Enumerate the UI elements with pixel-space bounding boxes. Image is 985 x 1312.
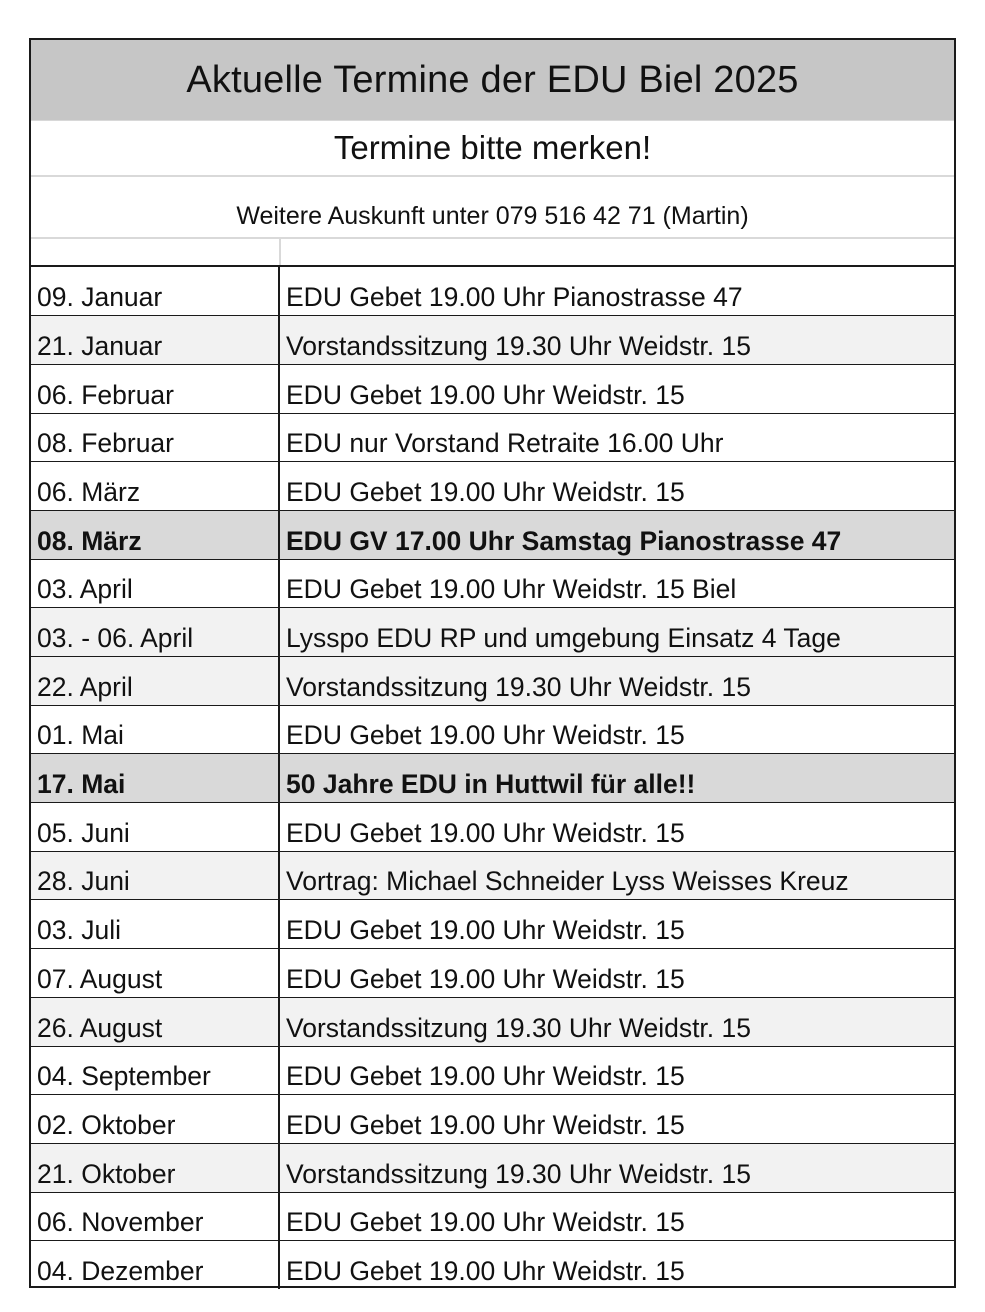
table-row <box>31 803 954 852</box>
event-date: 04. Dezember <box>31 1241 279 1290</box>
event-date: 09. Januar <box>31 267 279 316</box>
table-row <box>31 1241 954 1290</box>
table-row <box>31 900 954 949</box>
table-row <box>31 997 954 1046</box>
event-date: 06. November <box>31 1192 279 1241</box>
page-subtitle: Termine bitte merken! <box>31 121 954 177</box>
event-description: Lysspo EDU RP und umgebung Einsatz 4 Tage <box>279 608 954 657</box>
event-description: Vorstandssitzung 19.30 Uhr Weidstr. 15 <box>279 1143 954 1192</box>
spacer-row <box>31 239 954 267</box>
table-row <box>31 705 954 754</box>
event-description: Vorstandssitzung 19.30 Uhr Weidstr. 15 <box>279 657 954 706</box>
event-date: 05. Juni <box>31 803 279 852</box>
event-date: 06. Februar <box>31 364 279 413</box>
event-description: EDU Gebet 19.00 Uhr Weidstr. 15 <box>279 1046 954 1095</box>
event-date: 26. August <box>31 997 279 1046</box>
event-description: EDU Gebet 19.00 Uhr Weidstr. 15 <box>279 1095 954 1144</box>
event-description: EDU Gebet 19.00 Uhr Weidstr. 15 Biel <box>279 559 954 608</box>
event-description: Vortrag: Michael Schneider Lyss Weisses Kreuz <box>279 851 954 900</box>
event-description: EDU Gebet 19.00 Uhr Weidstr. 15 <box>279 900 954 949</box>
spacer-cell <box>31 239 281 265</box>
event-description: EDU Gebet 19.00 Uhr Weidstr. 15 <box>279 1192 954 1241</box>
event-date: 03. Juli <box>31 900 279 949</box>
event-date: 08. März <box>31 510 279 559</box>
event-description: Vorstandssitzung 19.30 Uhr Weidstr. 15 <box>279 316 954 365</box>
table-row <box>31 657 954 706</box>
table-row <box>31 1046 954 1095</box>
events-table <box>31 267 954 1289</box>
event-date: 22. April <box>31 657 279 706</box>
table-row <box>31 1143 954 1192</box>
event-description: EDU Gebet 19.00 Uhr Weidstr. 15 <box>279 364 954 413</box>
table-row <box>31 413 954 462</box>
event-date: 21. Januar <box>31 316 279 365</box>
table-row <box>31 559 954 608</box>
event-date: 07. August <box>31 949 279 998</box>
table-row <box>31 851 954 900</box>
table-row <box>31 949 954 998</box>
event-date: 02. Oktober <box>31 1095 279 1144</box>
table-row <box>31 608 954 657</box>
table-row <box>31 754 954 803</box>
contact-info: Weitere Auskunft unter 079 516 42 71 (Martin) <box>31 177 954 239</box>
events-sheet <box>29 38 956 1288</box>
event-date: 21. Oktober <box>31 1143 279 1192</box>
event-description: EDU Gebet 19.00 Uhr Pianostrasse 47 <box>279 267 954 316</box>
event-description: EDU Gebet 19.00 Uhr Weidstr. 15 <box>279 705 954 754</box>
event-date: 17. Mai <box>31 754 279 803</box>
table-row <box>31 316 954 365</box>
table-row <box>31 510 954 559</box>
page-title: Aktuelle Termine der EDU Biel 2025 <box>31 40 954 121</box>
event-description: EDU GV 17.00 Uhr Samstag Pianostrasse 47 <box>279 510 954 559</box>
event-date: 08. Februar <box>31 413 279 462</box>
event-date: 03. - 06. April <box>31 608 279 657</box>
table-row <box>31 462 954 511</box>
event-date: 06. März <box>31 462 279 511</box>
table-row <box>31 364 954 413</box>
event-description: EDU nur Vorstand Retraite 16.00 Uhr <box>279 413 954 462</box>
event-description: EDU Gebet 19.00 Uhr Weidstr. 15 <box>279 462 954 511</box>
events-table-body <box>31 267 954 1289</box>
table-row <box>31 1192 954 1241</box>
event-date: 04. September <box>31 1046 279 1095</box>
event-description: EDU Gebet 19.00 Uhr Weidstr. 15 <box>279 803 954 852</box>
table-row <box>31 1095 954 1144</box>
event-description: Vorstandssitzung 19.30 Uhr Weidstr. 15 <box>279 997 954 1046</box>
event-description: EDU Gebet 19.00 Uhr Weidstr. 15 <box>279 949 954 998</box>
event-date: 01. Mai <box>31 705 279 754</box>
event-date: 03. April <box>31 559 279 608</box>
event-description: EDU Gebet 19.00 Uhr Weidstr. 15 <box>286 1256 685 1287</box>
event-description: 50 Jahre EDU in Huttwil für alle!! <box>279 754 954 803</box>
event-date: 28. Juni <box>31 851 279 900</box>
table-row <box>31 267 954 316</box>
